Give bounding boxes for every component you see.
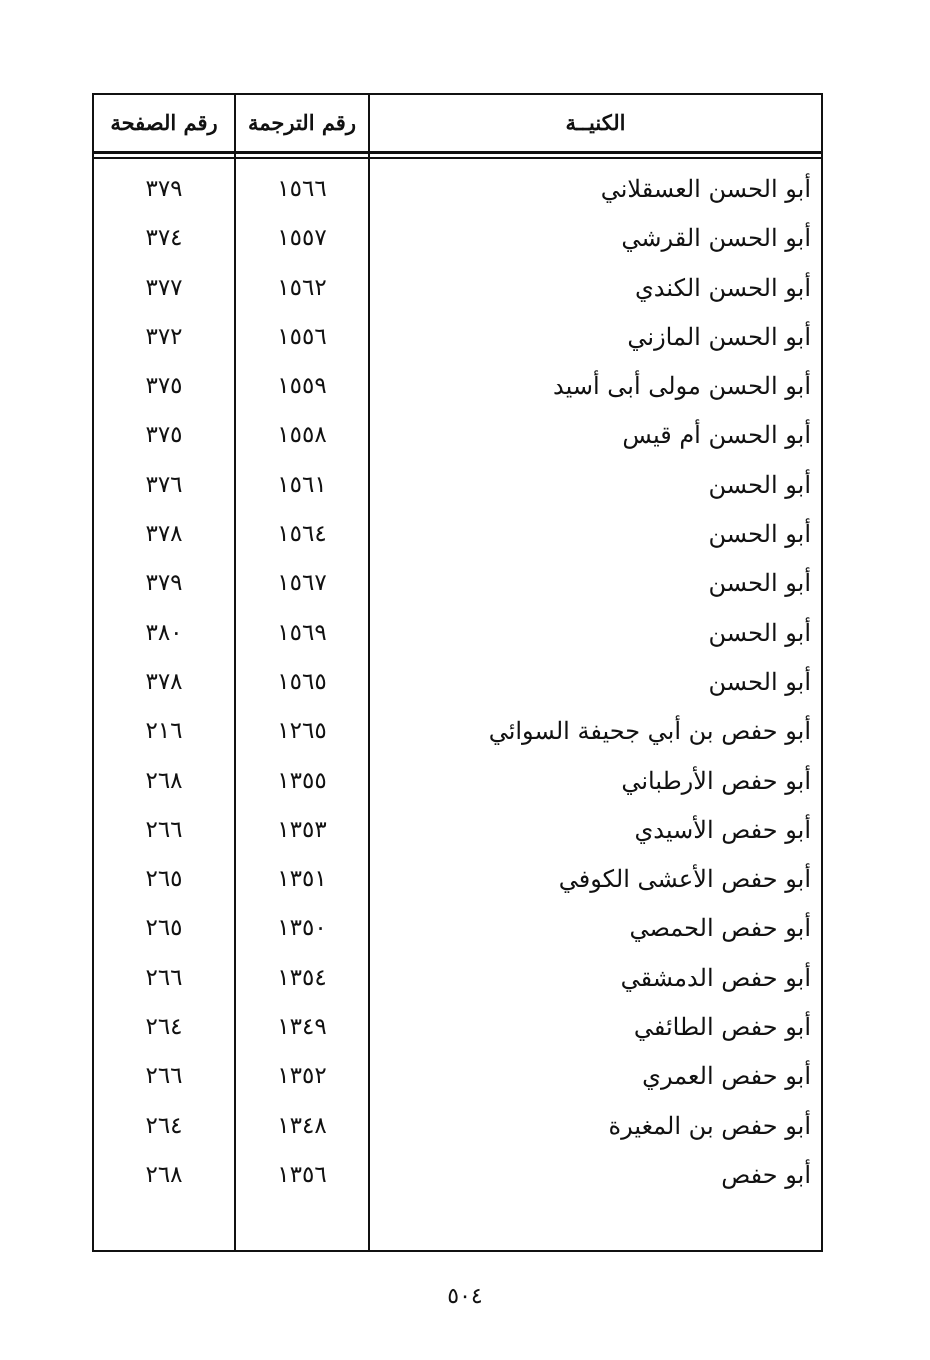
cell-kunya: أبو حفص الحمصي bbox=[629, 914, 811, 943]
cell-page: ٢٦٦ bbox=[145, 1063, 183, 1090]
table-row bbox=[94, 510, 821, 559]
cell-page: ٢٦٤ bbox=[145, 1014, 183, 1041]
table-row bbox=[94, 214, 821, 263]
cell-translation: ١٣٤٨ bbox=[277, 1112, 327, 1139]
header-kunya: الكنيــة bbox=[565, 110, 626, 135]
cell-page: ٣٨٠ bbox=[145, 619, 183, 646]
cell-kunya: أبو حفص الأرطباني bbox=[621, 766, 811, 795]
table-row bbox=[94, 461, 821, 510]
cell-kunya: أبو حفص الطائفي bbox=[633, 1013, 811, 1042]
table-row bbox=[94, 264, 821, 313]
cell-page: ٣٧٩ bbox=[145, 570, 183, 597]
table-row bbox=[94, 855, 821, 904]
cell-translation: ١٥٥٨ bbox=[277, 422, 327, 449]
table-row bbox=[94, 806, 821, 855]
cell-kunya: أبو حفص bbox=[721, 1160, 811, 1189]
table-row bbox=[94, 362, 821, 411]
table-row bbox=[94, 757, 821, 806]
cell-page: ٣٧٨ bbox=[145, 521, 183, 548]
cell-page: ٣٧٦ bbox=[145, 471, 183, 498]
cell-page: ٢١٦ bbox=[145, 718, 183, 745]
cell-translation: ١٣٥٣ bbox=[277, 816, 327, 843]
cell-kunya: أبو الحسن القرشي bbox=[621, 224, 811, 253]
index-table bbox=[92, 93, 823, 1252]
cell-page: ٣٧٥ bbox=[145, 422, 183, 449]
header-translation-number: رقم الترجمة bbox=[247, 110, 356, 135]
cell-kunya: أبو الحسن bbox=[708, 667, 811, 696]
table-row bbox=[94, 954, 821, 1003]
table-row bbox=[94, 707, 821, 756]
cell-translation: ١٢٦٥ bbox=[277, 718, 327, 745]
cell-translation: ١٥٦١ bbox=[277, 471, 327, 498]
cell-page: ٣٧٤ bbox=[145, 225, 183, 252]
table-row bbox=[94, 559, 821, 608]
cell-page: ٢٦٨ bbox=[145, 767, 183, 794]
cell-translation: ١٥٦٧ bbox=[277, 570, 327, 597]
cell-translation: ١٣٥٦ bbox=[277, 1161, 327, 1188]
table-body bbox=[94, 165, 821, 1200]
table-row bbox=[94, 1102, 821, 1151]
cell-translation: ١٣٥٥ bbox=[277, 767, 327, 794]
cell-page: ٢٦٨ bbox=[145, 1161, 183, 1188]
cell-kunya: أبو حفص بن المغيرة bbox=[608, 1111, 811, 1140]
cell-kunya: أبو حفص الأسيدي bbox=[634, 815, 811, 844]
cell-translation: ١٣٥٠ bbox=[277, 915, 327, 942]
cell-kunya: أبو حفص الأعشى الكوفي bbox=[558, 865, 811, 894]
cell-kunya: أبو الحسن الكندي bbox=[634, 273, 811, 302]
cell-translation: ١٥٦٥ bbox=[277, 668, 327, 695]
table-row bbox=[94, 658, 821, 707]
cell-translation: ١٥٦٩ bbox=[277, 619, 327, 646]
cell-translation: ١٣٥٤ bbox=[277, 964, 327, 991]
cell-kunya: أبو الحسن أم قيس bbox=[622, 421, 811, 450]
cell-kunya: أبو حفص الدمشقي bbox=[620, 963, 811, 992]
table-row bbox=[94, 313, 821, 362]
cell-page: ٣٧٧ bbox=[145, 274, 183, 301]
table-row bbox=[94, 1003, 821, 1052]
cell-kunya: أبو الحسن bbox=[708, 470, 811, 499]
cell-kunya: أبو حفص العمري bbox=[642, 1062, 811, 1091]
table-row bbox=[94, 1151, 821, 1200]
cell-kunya: أبو الحسن bbox=[708, 618, 811, 647]
cell-page: ٢٦٤ bbox=[145, 1112, 183, 1139]
cell-translation: ١٥٥٦ bbox=[277, 323, 327, 350]
table-row bbox=[94, 904, 821, 953]
cell-page: ٣٧٢ bbox=[145, 323, 183, 350]
table-row bbox=[94, 609, 821, 658]
header-page-number: رقم الصفحة bbox=[110, 110, 218, 135]
cell-translation: ١٥٦٦ bbox=[277, 176, 327, 202]
cell-translation: ١٣٥١ bbox=[277, 866, 327, 893]
header-rule bbox=[94, 151, 821, 154]
cell-page: ٢٦٦ bbox=[145, 964, 183, 991]
table-row bbox=[94, 411, 821, 460]
cell-kunya: أبو الحسن bbox=[708, 520, 811, 549]
table-row bbox=[94, 1052, 821, 1101]
cell-kunya: أبو حفص بن أبي جحيفة السوائي bbox=[488, 717, 811, 746]
table-row bbox=[94, 165, 821, 214]
cell-page: ٢٦٥ bbox=[145, 915, 183, 942]
cell-page: ٣٧٨ bbox=[145, 668, 183, 695]
cell-translation: ١٥٥٧ bbox=[277, 225, 327, 252]
cell-kunya: أبو الحسن العسقلاني bbox=[600, 175, 811, 203]
cell-page: ٣٧٥ bbox=[145, 373, 183, 400]
cell-kunya: أبو الحسن المازني bbox=[627, 322, 811, 351]
page-number: ٥٠٤ bbox=[447, 1284, 483, 1309]
header-rule-secondary bbox=[94, 157, 821, 159]
cell-translation: ١٣٤٩ bbox=[277, 1014, 327, 1041]
cell-kunya: أبو الحسن bbox=[708, 569, 811, 598]
cell-translation: ١٥٦٤ bbox=[277, 521, 327, 548]
cell-translation: ١٥٥٩ bbox=[277, 373, 327, 400]
cell-translation: ١٥٦٢ bbox=[277, 274, 327, 301]
cell-translation: ١٣٥٢ bbox=[277, 1063, 327, 1090]
cell-page: ٣٧٩ bbox=[145, 176, 183, 202]
cell-page: ٢٦٥ bbox=[145, 866, 183, 893]
cell-kunya: أبو الحسن مولى أبى أسيد bbox=[553, 372, 811, 401]
table-header bbox=[94, 95, 821, 151]
cell-page: ٢٦٦ bbox=[145, 816, 183, 843]
